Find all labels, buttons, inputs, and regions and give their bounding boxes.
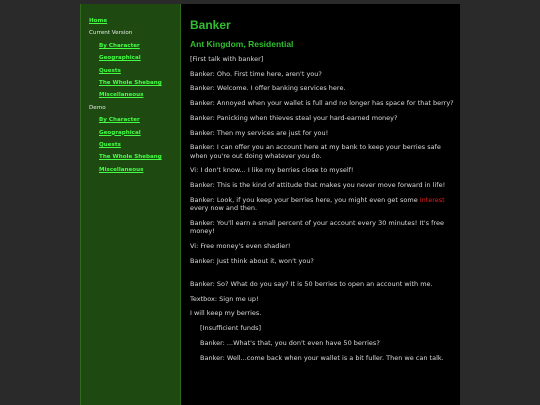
dialogue-line: Banker: This is the kind of attitude that makes you never move forward in life! bbox=[190, 181, 446, 190]
nav-header-demo bbox=[81, 102, 180, 114]
nav-list bbox=[81, 15, 180, 176]
nav-link-current-quests[interactable]: Quests bbox=[99, 67, 121, 74]
interest-keyword: interest bbox=[419, 195, 445, 204]
nav-item-current-geographical bbox=[81, 52, 180, 64]
nav-item-demo-quests bbox=[81, 139, 180, 151]
nav-item-demo-whole-shebang bbox=[81, 151, 180, 163]
nav-link-current-whole-shebang[interactable]: The Whole Shebang bbox=[99, 80, 162, 87]
nav-link-current-geographical[interactable]: Geographical bbox=[99, 55, 141, 62]
dialogue-text: Banker: Look, if you keep your berries here, you might even get some bbox=[190, 195, 420, 204]
dialogue-line: Vi: Free money's even shadier! bbox=[190, 241, 291, 250]
dialogue-line: Banker: Well...come back when your wallet is a bit fuller. Then we can talk. bbox=[200, 353, 444, 362]
dialogue-line: Banker: Then my services are just for you! bbox=[190, 128, 329, 137]
page-title: Banker bbox=[190, 18, 231, 32]
dialogue-line: Textbox: Sign me up! bbox=[190, 294, 259, 303]
dialogue-line: I will keep my berries. bbox=[190, 309, 262, 318]
dialogue-line: [Insufficient funds] bbox=[200, 324, 262, 333]
dialogue-line: Banker: Oho. First time here, aren't you? bbox=[190, 69, 322, 78]
dialogue-line: Banker: Panicking when thieves steal your hard-earned money? bbox=[190, 113, 398, 122]
main-content bbox=[190, 4, 456, 405]
nav-header-demo-label: Demo bbox=[89, 104, 106, 111]
dialogue-line: Banker: Welcome. I offer banking services here. bbox=[190, 84, 346, 93]
nav-link-demo-quests[interactable]: Quests bbox=[99, 142, 121, 149]
dialogue-transcript bbox=[190, 55, 456, 368]
dialogue-line: Banker: Just think about it, won't you? bbox=[190, 256, 314, 265]
nav-item-current-miscellaneous bbox=[81, 89, 180, 101]
dialogue-line: Banker: You'll earn a small percent of your account every 30 minutes! It's free money! bbox=[190, 218, 444, 236]
sidebar-nav bbox=[80, 4, 181, 405]
nav-item-home bbox=[81, 15, 180, 27]
page-frame bbox=[80, 4, 460, 405]
nav-item-demo-miscellaneous bbox=[81, 164, 180, 176]
dialogue-line bbox=[190, 196, 456, 213]
dialogue-line: Banker: So? What do you say? It is 50 berries to open an account with me. bbox=[190, 280, 433, 289]
page-subtitle: Ant Kingdom, Residential bbox=[190, 39, 294, 49]
nav-item-demo-geographical bbox=[81, 127, 180, 139]
nav-item-demo-by-character bbox=[81, 114, 180, 126]
dialogue-line: Banker: I can offer you an account here at my bank to keep your berries safe when you're out doing whatever you do. bbox=[190, 143, 441, 160]
nav-link-home[interactable]: Home bbox=[89, 18, 108, 24]
nav-item-current-quests bbox=[81, 65, 180, 77]
dialogue-line: Vi: I don't know... I like my berries close to myself! bbox=[190, 166, 354, 175]
nav-header-current-version-label: Current Version bbox=[89, 30, 133, 37]
nav-item-current-whole-shebang bbox=[81, 77, 180, 89]
nav-link-demo-miscellaneous[interactable]: Miscellaneous bbox=[99, 166, 144, 173]
dialogue-line: Banker: ...What's that, you don't even have 50 berries? bbox=[200, 338, 380, 347]
nav-header-current-version bbox=[81, 27, 180, 39]
nav-item-current-by-character bbox=[81, 40, 180, 52]
dialogue-line: [First talk with banker] bbox=[190, 55, 264, 63]
nav-link-demo-geographical[interactable]: Geographical bbox=[99, 129, 141, 136]
dialogue-text: every now and then. bbox=[190, 204, 258, 213]
nav-link-current-miscellaneous[interactable]: Miscellaneous bbox=[99, 92, 144, 99]
dialogue-line: Banker: Annoyed when your wallet is full and no longer has space for that berry? bbox=[190, 99, 454, 108]
nav-link-demo-whole-shebang[interactable]: The Whole Shebang bbox=[99, 154, 162, 161]
nav-link-current-by-character[interactable]: By Character bbox=[99, 42, 140, 49]
nav-link-demo-by-character[interactable]: By Character bbox=[99, 117, 140, 124]
